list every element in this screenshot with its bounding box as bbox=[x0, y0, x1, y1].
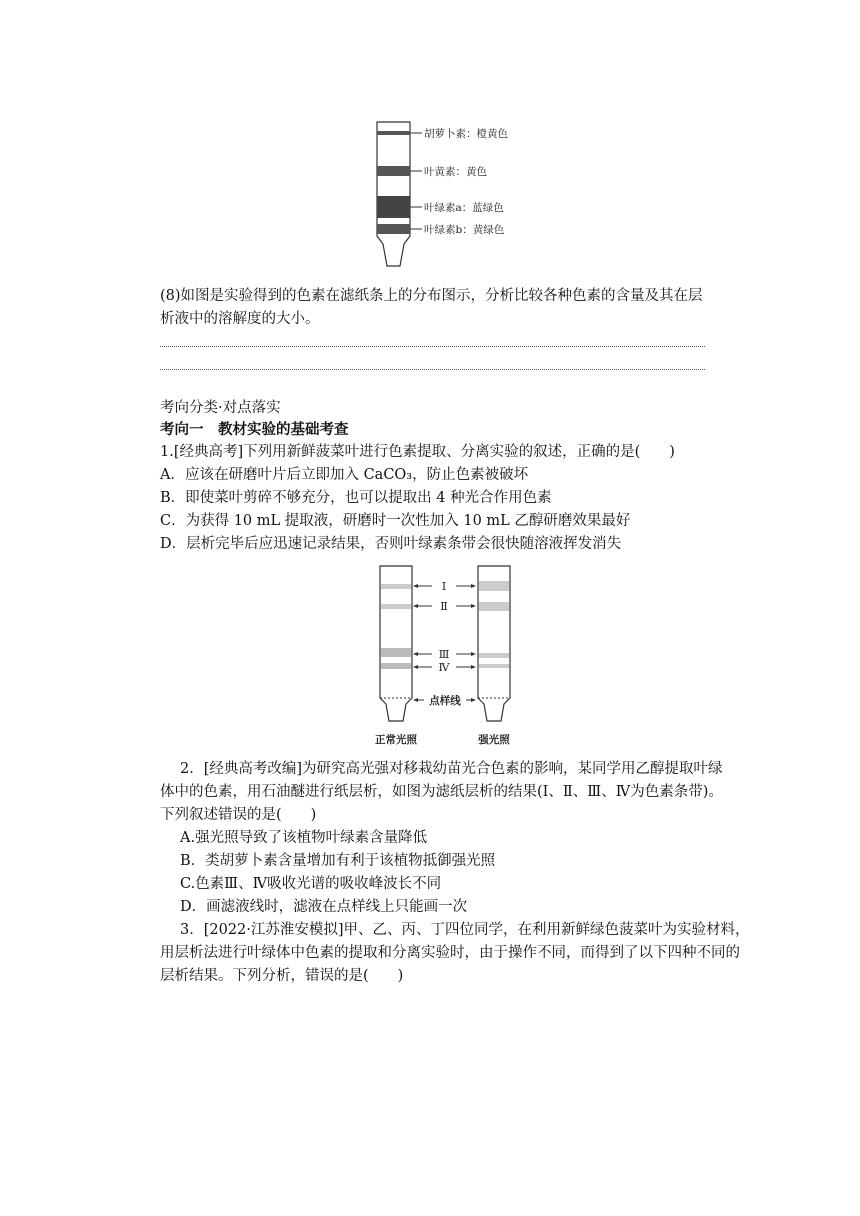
q1-stem: 1.[经典高考]下列用新鲜菠菜叶进行色素提取、分离实验的叙述，正确的是( ) bbox=[160, 444, 675, 460]
band-label-3: Ⅲ bbox=[438, 648, 450, 661]
q2-stem-line-2: 体中的色素，用石油醚进行纸层析，如图为滤纸层析的结果(Ⅰ、Ⅱ、Ⅲ、Ⅳ为色素条带)。 bbox=[160, 784, 723, 800]
q1-option-c: C．为获得 10 mL 提取液，研磨时一次性加入 10 mL 乙醇研磨效果最好 bbox=[160, 513, 631, 529]
q2-option-a: A.强光照导致了该植物叶绿素含量降低 bbox=[180, 830, 428, 846]
left-band-4 bbox=[381, 663, 411, 669]
q2-stem-line-1: 2．[经典高考改编]为研究高光强对移栽幼苗光合色素的影响，某同学用乙醇提取叶绿 bbox=[180, 761, 723, 777]
q2-option-d: D．画滤液线时，滤液在点样线上只能画一次 bbox=[180, 899, 468, 915]
right-band-4 bbox=[479, 664, 509, 668]
band-label-1: Ⅰ bbox=[441, 580, 447, 593]
band-label-2: Ⅱ bbox=[440, 600, 448, 613]
caption-strong-light: 强光照 bbox=[478, 734, 510, 746]
section-heading: 考向分类·对点落实 bbox=[160, 400, 281, 416]
q1-option-a: A．应该在研磨叶片后立即加入 CaCO₃，防止色素被破坏 bbox=[160, 467, 529, 483]
label-carotene: 胡萝卜素：橙黄色 bbox=[424, 128, 508, 140]
answer-line-1 bbox=[160, 346, 705, 347]
q8-line-2: 析液中的溶解度的大小。 bbox=[160, 311, 320, 327]
right-band-2 bbox=[479, 602, 509, 611]
label-xanthophyll: 叶黄素：黄色 bbox=[424, 166, 487, 178]
left-band-2 bbox=[381, 604, 411, 609]
pigment-strip-figure bbox=[360, 118, 540, 270]
left-band-3 bbox=[381, 648, 411, 657]
caption-normal-light: 正常光照 bbox=[375, 734, 417, 746]
label-chlorophyll-a: 叶绿素a：蓝绿色 bbox=[424, 202, 504, 214]
right-band-1 bbox=[479, 581, 509, 591]
band-xanthophyll bbox=[377, 166, 410, 176]
band-chlorophyll-a bbox=[377, 196, 410, 218]
answer-line-2 bbox=[160, 369, 705, 370]
right-band-3 bbox=[479, 653, 509, 658]
chromatography-comparison-figure bbox=[360, 560, 530, 750]
q3-stem-line-2: 用层析法进行叶绿体中色素的提取和分离实验时，由于操作不同，而得到了以下四种不同的 bbox=[160, 945, 740, 961]
q2-stem-line-3: 下列叙述错误的是( ) bbox=[160, 807, 317, 823]
band-chlorophyll-b bbox=[377, 224, 410, 234]
q3-stem-line-3: 层析结果。下列分析，错误的是( ) bbox=[160, 968, 404, 984]
q1-option-b: B．即使菜叶剪碎不够充分，也可以提取出 4 种光合作用色素 bbox=[160, 490, 552, 506]
label-chlorophyll-b: 叶绿素b：黄绿色 bbox=[424, 224, 505, 236]
baseline-label: 点样线 bbox=[429, 695, 461, 707]
q8-line-1: (8)如图是实验得到的色素在滤纸条上的分布图示，分析比较各种色素的含量及其在层 bbox=[160, 288, 703, 304]
band-carotene bbox=[377, 131, 410, 135]
q3-stem-line-1: 3．[2022·江苏淮安模拟]甲、乙、丙、丁四位同学，在利用新鲜绿色菠菜叶为实验材料， bbox=[180, 922, 750, 938]
q2-option-c: C.色素Ⅲ、Ⅳ吸收光谱的吸收峰波长不同 bbox=[180, 876, 442, 892]
q1-option-d: D．层析完毕后应迅速记录结果，否则叶绿素条带会很快随溶液挥发消失 bbox=[160, 536, 622, 552]
strip-outline bbox=[377, 122, 410, 266]
section-subheading: 考向一 教材实验的基础考查 bbox=[160, 421, 349, 438]
left-band-1 bbox=[381, 584, 411, 589]
band-label-4: Ⅳ bbox=[438, 661, 450, 674]
q2-option-b: B．类胡萝卜素含量增加有利于该植物抵御强光照 bbox=[180, 853, 496, 869]
